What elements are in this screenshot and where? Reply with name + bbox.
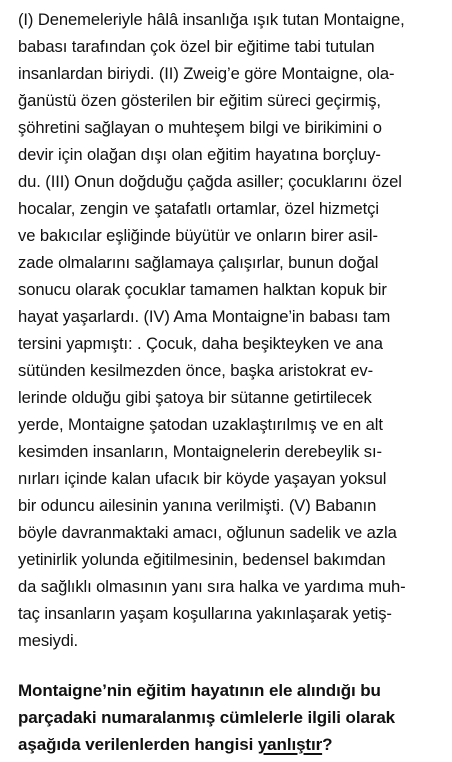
- passage-line: böyle davranmaktaki amacı, oğlunun sadelik ve azla: [18, 523, 397, 542]
- passage-line: şöhretini sağlayan o muhteşem bilgi ve birikimini o: [18, 118, 382, 137]
- passage-line: zade olmalarını sağlamaya çalışırlar, bunun doğal: [18, 253, 379, 272]
- passage-line: tersini yapmıştı: . Çocuk, daha beşikteyken ve ana: [18, 334, 383, 353]
- underlined-keyword: yanlıştır: [257, 735, 323, 754]
- passage-line: ğanüstü özen gösterilen bir eğitim süreci geçirmiş,: [18, 91, 381, 110]
- passage-line: hocalar, zengin ve şatafatlı ortamlar, özel hizmetçi: [18, 199, 379, 218]
- passage-line: sonucu olarak çocuklar tamamen halktan kopuk bir: [18, 280, 387, 299]
- passage-line: ve bakıcılar eşliğinde büyütür ve onların birer asil-: [18, 226, 378, 245]
- question-line: [18, 731, 452, 758]
- passage-line: (I) Denemeleriyle hâlâ insanlığa ışık tutan Montaigne,: [18, 10, 405, 29]
- passage-line: da sağlıklı olmasının yanı sıra halka ve yardıma muh-: [18, 577, 406, 596]
- passage-line: insanlardan biriydi. (II) Zweig’e göre Montaigne, ola-: [18, 64, 395, 83]
- question-line: parçadaki numaralanmış cümlelerle ilgili olarak: [18, 708, 396, 727]
- question-mark: ?: [322, 735, 333, 754]
- question-line-text: aşağıda verilenlerden hangisi: [18, 735, 258, 754]
- passage-line: sütünden kesilmezden önce, başka aristokrat ev-: [18, 361, 374, 380]
- reading-passage: [18, 6, 452, 654]
- passage-line: taç insanların yaşam koşullarına yakınlaşarak yetiş-: [18, 604, 392, 623]
- passage-line: nırları içinde kalan ufacık bir köyde yaşayan yoksul: [18, 469, 387, 488]
- passage-line: bir oduncu ailesinin yanına verilmişti. (V) Babanın: [18, 496, 377, 515]
- question-line: Montaigne’nin eğitim hayatının ele alındığı bu: [18, 681, 381, 700]
- passage-line: lerinde olduğu gibi şatoya bir sütanne getirtilecek: [18, 388, 372, 407]
- passage-line: mesiydi.: [18, 631, 79, 650]
- passage-line: yerde, Montaigne şatodan uzaklaştırılmış ve en alt: [18, 415, 383, 434]
- passage-line: devir için olağan dışı olan eğitim hayatına borçluy-: [18, 145, 381, 164]
- passage-line: du. (III) Onun doğduğu çağda asiller; çocuklarını özel: [18, 172, 402, 191]
- question-stem: [18, 677, 452, 758]
- passage-line: babası tarafından çok özel bir eğitime tabi tutulan: [18, 37, 375, 56]
- passage-line: yetinirlik yolunda eğitilmesinin, bedensel bakımdan: [18, 550, 386, 569]
- passage-line: hayat yaşarlardı. (IV) Ama Montaigne’in babası tam: [18, 307, 391, 326]
- passage-line: kesimden insanların, Montaignelerin derebeylik sı-: [18, 442, 382, 461]
